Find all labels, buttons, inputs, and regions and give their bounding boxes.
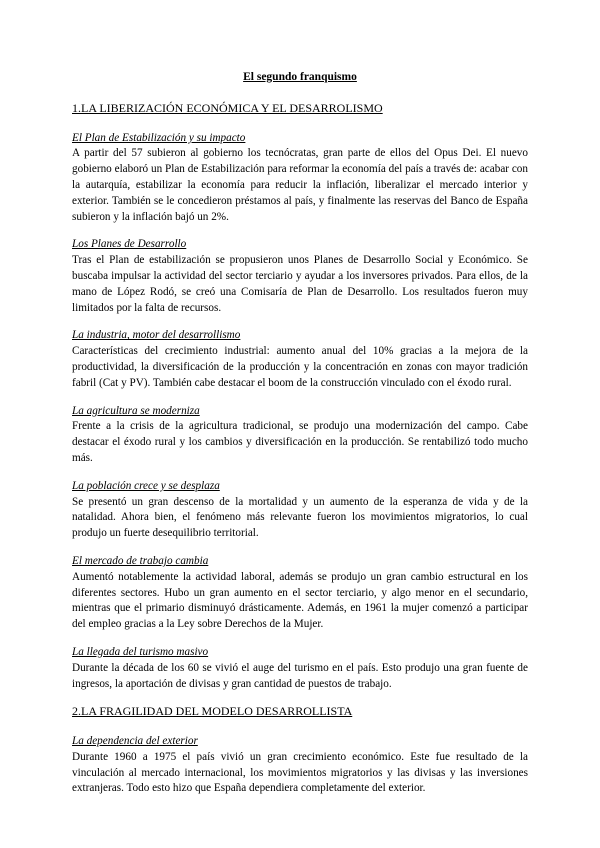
paragraph: Características del crecimiento industrial: aumento anual del 10% gracias a la mejora de la productividad, la diversificación de la producción y la concentración en zonas con mayor tradición fabril (Cat y PV). También cabe destacar el boom de la construcción vinculado con el éxodo rural. [72,345,528,389]
paragraph: Durante la década de los 60 se vivió el auge del turismo en el país. Esto produjo una gran fuente de ingresos, la aportación de divisas y gran cantidad de puestos de trabajo. [72,661,528,690]
section-heading-2: 2.LA FRAGILIDAD DEL MODELO DESARROLLISTA [72,704,353,719]
paragraph: Se presentó un gran descenso de la mortalidad y un aumento de la esperanza de vida y de la natalidad. Ahora bien, el fenómeno más relevante fueron los movimientos migratorios, lo cual produjo un fuerte desequilibrio territorial. [72,495,528,540]
document-page [72,70,528,809]
paragraph: Aumentó notablemente la actividad laboral, además se produjo un gran cambio estructural en los diferentes sectores. Hubo un gran aumento en el sector terciario, y algo menor en el secundario, mientras que el primario disminuyó drásticamente. Además, en 1961 la mujer comenzó a participar del empleo gracias a la Ley sobre Derechos de la Mujer. [72,570,528,631]
subsection-heading: La agricultura se moderniza [72,404,200,417]
paragraph: Frente a la crisis de la agricultura tradicional, se produjo una modernización del campo. Cabe destacar el éxodo rural y los cambios y diversificación en la producción. Se rentabilizó todo mucho más. [72,420,528,464]
paragraph: Durante 1960 a 1975 el país vivió un gran crecimiento económico. Este fue resultado de la vinculación al mercado internacional, los movimientos migratorios y las divisas y las inversiones extranjeras. Todo esto hizo que España dependiera completamente del exterior. [72,750,528,795]
paragraph: A partir del 57 subieron al gobierno los tecnócratas, gran parte de ellos del Opus Dei. El nuevo gobierno elaboró un Plan de Estabilización para reformar la economía del país a través de: acabar con la autarquía, estabilizar la economía para reducir la inflación, liberalizar el mercado interior y exterior. También se le concedieron préstamos al país, y finalmente las reservas del Banco de España subieron y la inflación bajó un 2%. [72,147,528,223]
subsection-heading: La población crece y se desplaza [72,479,220,492]
subsection-heading: Los Planes de Desarrollo [72,238,187,251]
subsection-heading: La dependencia del exterior [72,735,198,748]
section-heading-1: 1.LA LIBERIZACIÓN ECONÓMICA Y EL DESARROLISMO [72,100,383,115]
document-title: El segundo franquismo [243,71,357,83]
subsection-heading: La industria, motor del desarrollismo [72,329,241,342]
subsection-heading: El Plan de Estabilización y su impacto [72,131,246,144]
subsection-heading: El mercado de trabajo cambia [72,554,209,567]
subsection-heading: La llegada del turismo masivo [72,645,209,658]
paragraph: Tras el Plan de estabilización se propusieron unos Planes de Desarrollo Social y Económico. Se buscaba impulsar la actividad del sector terciario y ayudar a los inversores privados. Para ellos, de la mano de López Rodó, se creó una Comisaría de Plan de Desarrollo. Los resultados fueron muy limitados por la falta de recursos. [72,254,528,314]
